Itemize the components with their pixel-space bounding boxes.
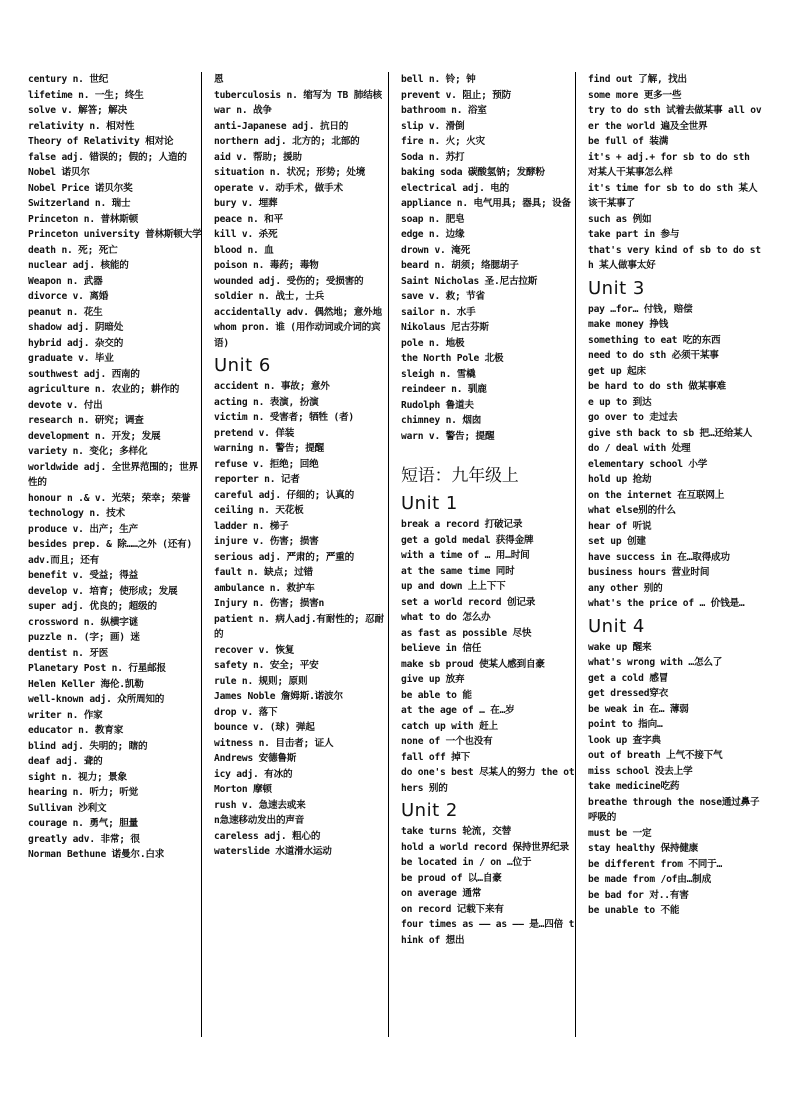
vocab-entry: Switzerland n. 瑞士	[28, 198, 131, 209]
vocab-entry: catch up with 赶上	[401, 720, 498, 732]
vocab-entry: icy adj. 有冰的	[214, 768, 293, 780]
vocab-column-3	[401, 72, 575, 1052]
vocab-entry: Nobel 诺贝尔	[28, 167, 90, 178]
vocab-entry: fall off 掉下	[401, 751, 470, 763]
vocab-entry: at the age of … 在…岁	[401, 705, 515, 716]
vocab-entry: war n. 战争	[214, 105, 272, 116]
vocab-entry: fire n. 火; 火灾	[401, 136, 485, 147]
vocab-entry: be different from 不同于…	[588, 858, 723, 870]
vocab-entry: e up to 到达	[588, 396, 652, 408]
vocab-entry: fault n. 缺点; 过错	[214, 567, 313, 578]
vocab-entry: sight n. 视力; 景象	[28, 771, 127, 783]
vocab-entry: accidentally adv. 偶然地; 意外地	[214, 306, 382, 318]
vocab-entry: appliance n. 电气用具; 器具; 设备	[401, 198, 571, 209]
vocab-entry: honour n .& v. 光荣; 荣幸; 荣誉	[28, 492, 191, 504]
vocab-entry: anti-Japanese adj. 抗日的	[214, 120, 349, 132]
vocab-entry: make money 挣钱	[588, 319, 669, 330]
vocab-entry: get a cold 感冒	[588, 672, 669, 684]
vocab-entry: rule n. 规则; 原则	[214, 675, 308, 687]
vocab-entry: Norman Bethune 诺曼尔.白求	[28, 849, 165, 860]
vocab-entry: deaf adj. 聋的	[28, 756, 103, 767]
vocab-entry: stay healthy 保持健康	[588, 843, 699, 854]
vocab-entry: poison n. 毒药; 毒物	[214, 260, 319, 271]
vocab-entry: development n. 开发; 发展	[28, 430, 161, 442]
vocab-entry: aid v. 帮助; 援助	[214, 151, 302, 163]
vocab-entry: wake up 醒来	[588, 641, 652, 653]
vocab-entry: graduate v. 毕业	[28, 353, 114, 364]
vocab-entry: northern adj. 北方的; 北部的	[214, 136, 360, 147]
vocab-entry: death n. 死; 死亡	[28, 244, 118, 256]
vocab-entry: Rudolph 鲁道夫	[401, 399, 474, 411]
vocab-entry: as fast as possible 尽快	[401, 627, 532, 639]
vocab-entry: what's wrong with …怎么了	[588, 657, 723, 668]
vocab-entry: rush v. 急速去或来	[214, 799, 306, 811]
vocab-entry: adv.而且; 还有	[28, 554, 100, 566]
vocab-entry: Princeton n. 普林斯顿	[28, 213, 139, 225]
vocab-entry: produce v. 出产; 生产	[28, 523, 139, 535]
vocab-entry: do / deal with 处理	[588, 443, 691, 454]
vocab-entry: James Noble 詹姆斯.诺波尔	[214, 691, 343, 702]
vocab-entry: blood n. 血	[214, 244, 274, 256]
vocab-entry: hold a world record 保持世界纪录	[401, 841, 569, 853]
vocab-entry: break a record 打破记录	[401, 519, 523, 530]
vocab-entry: wounded adj. 受伤的; 受损害的	[214, 275, 364, 287]
vocab-entry: bathroom n. 浴室	[401, 105, 487, 116]
vocab-entry: be proud of 以…自豪	[401, 872, 502, 884]
vocab-entry: hearing n. 听力; 听觉	[28, 787, 139, 798]
vocab-entry: have success in 在…取得成功	[588, 551, 730, 563]
vocab-entry: bury v. 埋葬	[214, 198, 278, 209]
vocab-entry: any other 别的	[588, 582, 663, 594]
vocab-entry: be full of 装满	[588, 136, 669, 147]
vocab-entry: injure v. 伤害; 损害	[214, 536, 319, 547]
vocab-entry: beard n. 胡须; 络腮胡子	[401, 260, 519, 271]
vocab-entry: agriculture n. 农业的; 耕作的	[28, 384, 180, 395]
unit-heading: Unit 3	[588, 277, 645, 299]
vocab-entry: set a world record 创记录	[401, 596, 536, 608]
vocab-entry: Saint Nicholas 圣.尼古拉斯	[401, 275, 538, 287]
unit-heading: Unit 4	[588, 615, 645, 637]
vocab-entry: century n. 世纪	[28, 74, 109, 85]
vocab-entry: it's + adj.+ for sb to do sth 对某人干某事怎么样	[588, 151, 750, 178]
vocab-entry: out of breath 上气不接下气	[588, 750, 723, 761]
vocab-entry: accident n. 事故; 意外	[214, 381, 330, 392]
vocab-entry: warn v. 警告; 提醒	[401, 430, 495, 442]
vocab-entry: soldier n. 战士, 士兵	[214, 291, 325, 302]
vocab-entry: what else别的什么	[588, 505, 676, 516]
vocab-entry: on the internet 在互联网上	[588, 489, 725, 501]
vocab-entry: on average 通常	[401, 888, 482, 899]
vocab-entry: well-known adj. 众所周知的	[28, 694, 165, 705]
vocab-entry: sleigh n. 雪橇	[401, 368, 476, 380]
vocab-entry: sailor n. 水手	[401, 306, 476, 318]
vocab-entry: ladder n. 梯子	[214, 520, 289, 532]
vocab-entry: electrical adj. 电的	[401, 182, 510, 194]
vocab-entry: find out 了解, 找出	[588, 74, 687, 85]
vocab-entry: super adj. 优良的; 超级的	[28, 601, 157, 612]
vocab-entry: must be 一定	[588, 827, 652, 839]
vocab-entry: hybrid adj. 杂交的	[28, 337, 124, 349]
vocab-entry: Nobel Price 诺贝尔奖	[28, 182, 133, 194]
vocab-entry: on record 记载下来有	[401, 903, 504, 915]
vocab-entry: relativity n. 相对性	[28, 120, 135, 132]
vocab-entry: tuberculosis n. 缩写为 TB 肺结核	[214, 89, 382, 101]
vocab-entry: southwest adj. 西南的	[28, 368, 140, 380]
vocab-entry: Princeton university 普林斯顿大学	[28, 229, 202, 240]
vocab-entry: believe in 信任	[401, 643, 482, 654]
vocab-entry: do one's best 尽某人的努力 the others 别的	[401, 767, 575, 794]
vocab-entry: take part in 参与	[588, 229, 680, 240]
vocab-entry: edge n. 边缘	[401, 229, 465, 240]
vocab-entry: drown v. 淹死	[401, 244, 470, 256]
vocab-entry: dentist n. 牙医	[28, 647, 109, 659]
vocab-entry: devote v. 付出	[28, 399, 103, 411]
vocab-entry: pretend v. 佯装	[214, 427, 295, 439]
column-divider	[575, 72, 576, 1037]
vocab-entry: writer n. 作家	[28, 709, 103, 721]
vocab-entry: safety n. 安全; 平安	[214, 660, 319, 671]
vocab-entry: give up 放弃	[401, 674, 465, 685]
vocab-entry: the North Pole 北极	[401, 353, 504, 364]
vocab-entry: be weak in 在… 薄弱	[588, 703, 689, 715]
vocab-entry: be unable to 不能	[588, 905, 680, 916]
vocab-entry: lifetime n. 一生; 终生	[28, 89, 144, 101]
vocab-entry: be hard to do sth 做某事难	[588, 381, 726, 392]
vocab-column-1	[28, 72, 202, 1052]
vocab-entry: get up 起床	[588, 365, 646, 377]
vocab-entry: greatly adv. 非常; 很	[28, 833, 140, 845]
vocab-entry: n急速移动发出的声音	[214, 815, 305, 826]
vocab-entry: bounce v. (球) 弹起	[214, 722, 315, 733]
vocab-entry: Soda n. 苏打	[401, 151, 465, 163]
section-title: 短语：九年级上	[401, 466, 519, 486]
vocab-entry: soap n. 肥皂	[401, 213, 465, 225]
vocab-entry: Helen Keller 海伦.凯勒	[28, 678, 144, 690]
vocab-entry: variety n. 变化; 多样化	[28, 446, 148, 457]
vocab-entry: set up 创建	[588, 536, 646, 547]
vocab-entry: kill v. 杀死	[214, 229, 278, 240]
vocab-entry: Morton 摩顿	[214, 784, 272, 795]
vocab-entry: go over to 走过去	[588, 412, 678, 423]
vocab-entry: educator n. 教育家	[28, 725, 124, 736]
vocab-entry: careless adj. 粗心的	[214, 830, 321, 842]
vocab-entry: technology n. 技术	[28, 508, 125, 519]
vocab-entry: Nikolaus 尼古芬斯	[401, 322, 489, 333]
vocab-entry: it's time for sb to do sth 某人该干某事了	[588, 182, 758, 209]
vocab-entry: blind adj. 失明的; 瞎的	[28, 740, 148, 752]
unit-heading: Unit 6	[214, 355, 271, 376]
vocab-entry: patient n. 病人adj.有耐性的; 忍耐的	[214, 613, 384, 640]
vocab-entry: need to do sth 必须干某事	[588, 350, 719, 361]
vocab-entry: reporter n. 记者	[214, 474, 300, 485]
vocab-entry: witness n. 目击者; 证人	[214, 737, 334, 749]
vocab-entry: point to 指向…	[588, 719, 663, 730]
column-divider	[388, 72, 389, 1037]
vocab-entry: be made from /of由…制成	[588, 874, 711, 885]
vocab-entry: acting n. 表演, 扮演	[214, 396, 319, 408]
vocab-entry: shadow adj. 阴暗处	[28, 322, 124, 333]
vocab-entry: save v. 救; 节省	[401, 291, 485, 302]
vocab-entry: chimney n. 烟囱	[401, 415, 482, 426]
vocab-entry: such as 例如	[588, 213, 652, 225]
vocab-entry: some more 更多一些	[588, 89, 682, 101]
vocab-entry: refuse v. 拒绝; 回绝	[214, 458, 319, 470]
vocab-entry: breathe through the nose通过鼻子呼吸的	[588, 796, 760, 823]
vocab-entry: Weapon n. 武器	[28, 275, 103, 287]
vocab-entry: whom pron. 谁 (用作动词或介词的宾语)	[214, 322, 381, 349]
vocab-entry: at the same time 同时	[401, 565, 515, 577]
vocab-entry: peace n. 和平	[214, 213, 283, 225]
vocab-entry: get dressed穿衣	[588, 688, 669, 699]
unit-heading: Unit 2	[401, 800, 458, 821]
vocab-entry: four times as —— as —— 是…四倍 think of 想出	[401, 919, 575, 946]
vocab-entry: worldwide adj. 全世界范围的; 世界性的	[28, 461, 198, 488]
vocab-entry: something to eat 吃的东西	[588, 334, 721, 346]
vocab-entry: none of 一个也没有	[401, 736, 493, 747]
vocab-entry: hear of 听说	[588, 520, 652, 532]
vocab-entry: try to do sth 试着去做某事 all over the world 遍及全世界	[588, 105, 762, 132]
vocab-entry: pole n. 地极	[401, 337, 465, 349]
vocab-entry: be able to 能	[401, 689, 472, 701]
vocab-entry: that's very kind of sb to do sth 某人做事太好	[588, 244, 761, 271]
vocab-entry: Injury n. 伤害; 损害n	[214, 598, 325, 609]
vocab-entry: drop v. 落下	[214, 706, 278, 718]
vocab-entry: victim n. 受害者; 牺牲 (者)	[214, 412, 355, 423]
vocab-entry: research n. 研究; 调查	[28, 415, 144, 426]
vocab-entry: what to do 怎么办	[401, 612, 491, 623]
vocab-entry: be bad for 对..有害	[588, 889, 689, 901]
vocab-entry: give sth back to sb 把…还给某人	[588, 427, 753, 439]
unit-heading: Unit 1	[401, 493, 458, 514]
vocab-entry: serious adj. 严肃的; 严重的	[214, 551, 355, 563]
vocab-entry: prevent v. 阻止; 预防	[401, 89, 512, 101]
vocab-entry: bell n. 铃; 钟	[401, 74, 476, 85]
vocab-entry: slip v. 滑倒	[401, 120, 465, 132]
vocab-entry: operate v. 动手术, 做手术	[214, 182, 343, 194]
vocab-entry: business hours 营业时间	[588, 567, 710, 578]
vocab-entry: besides prep. & 除……之外 (还有)	[28, 539, 193, 550]
vocab-entry: get a gold medal 获得金牌	[401, 534, 534, 546]
vocab-entry: miss school 没去上学	[588, 765, 693, 777]
vocab-entry: elementary school 小学	[588, 458, 708, 470]
vocab-entry: pay …for… 付钱, 赔偿	[588, 303, 693, 315]
vocab-entry: make sb proud 使某人感到自豪	[401, 658, 545, 670]
vocab-entry: up and down 上上下下	[401, 581, 506, 592]
vocab-entry: solve v. 解答; 解决	[28, 105, 127, 116]
vocab-entry: divorce v. 离婚	[28, 291, 109, 302]
vocab-column-2	[214, 72, 388, 1052]
vocab-entry: with a time of … 用…时间	[401, 550, 530, 561]
vocab-entry: reindeer n. 驯鹿	[401, 384, 487, 395]
vocab-entry: nuclear adj. 核能的	[28, 260, 129, 271]
vocab-entry: careful adj. 仔细的; 认真的	[214, 489, 355, 501]
vocab-entry: crossword n. 纵横字谜	[28, 616, 139, 628]
vocab-entry: look up 查字典	[588, 734, 661, 746]
vocab-entry: hold up 抢劫	[588, 474, 652, 485]
vocab-entry: benefit v. 受益; 得益	[28, 570, 139, 581]
vocab-entry: Theory of Relativity 相对论	[28, 136, 174, 147]
vocab-column-4	[588, 72, 762, 1052]
vocab-entry: take medicine吃药	[588, 781, 680, 792]
vocab-entry: baking soda 碳酸氢钠; 发酵粉	[401, 167, 545, 178]
vocab-entry: ambulance n. 救护车	[214, 582, 315, 594]
vocab-entry: be located in / on …位于	[401, 857, 532, 868]
vocab-entry: peanut n. 花生	[28, 306, 103, 318]
vocab-entry: 恩	[214, 74, 224, 85]
vocab-entry: Andrews 安德鲁斯	[214, 753, 297, 764]
vocab-entry: recover v. 恢复	[214, 644, 295, 656]
vocab-entry: Sullivan 沙利文	[28, 802, 107, 814]
vocab-entry: puzzle n. (字; 画) 迷	[28, 632, 140, 643]
vocab-entry: what's the price of … 价钱是…	[588, 598, 745, 609]
vocab-entry: situation n. 状况; 形势; 处境	[214, 167, 366, 178]
vocab-entry: ceiling n. 天花板	[214, 505, 304, 516]
vocab-entry: waterslide 水道滑水运动	[214, 846, 332, 857]
vocab-entry: false adj. 错误的; 假的; 人造的	[28, 151, 187, 163]
vocab-entry: take turns 轮流, 交替	[401, 826, 512, 837]
vocab-entry: warning n. 警告; 提醒	[214, 443, 325, 454]
vocab-entry: develop v. 培育; 使形成; 发展	[28, 585, 178, 597]
vocab-entry: courage n. 勇气; 胆量	[28, 818, 139, 829]
vocab-entry: Planetary Post n. 行星邮报	[28, 663, 166, 674]
